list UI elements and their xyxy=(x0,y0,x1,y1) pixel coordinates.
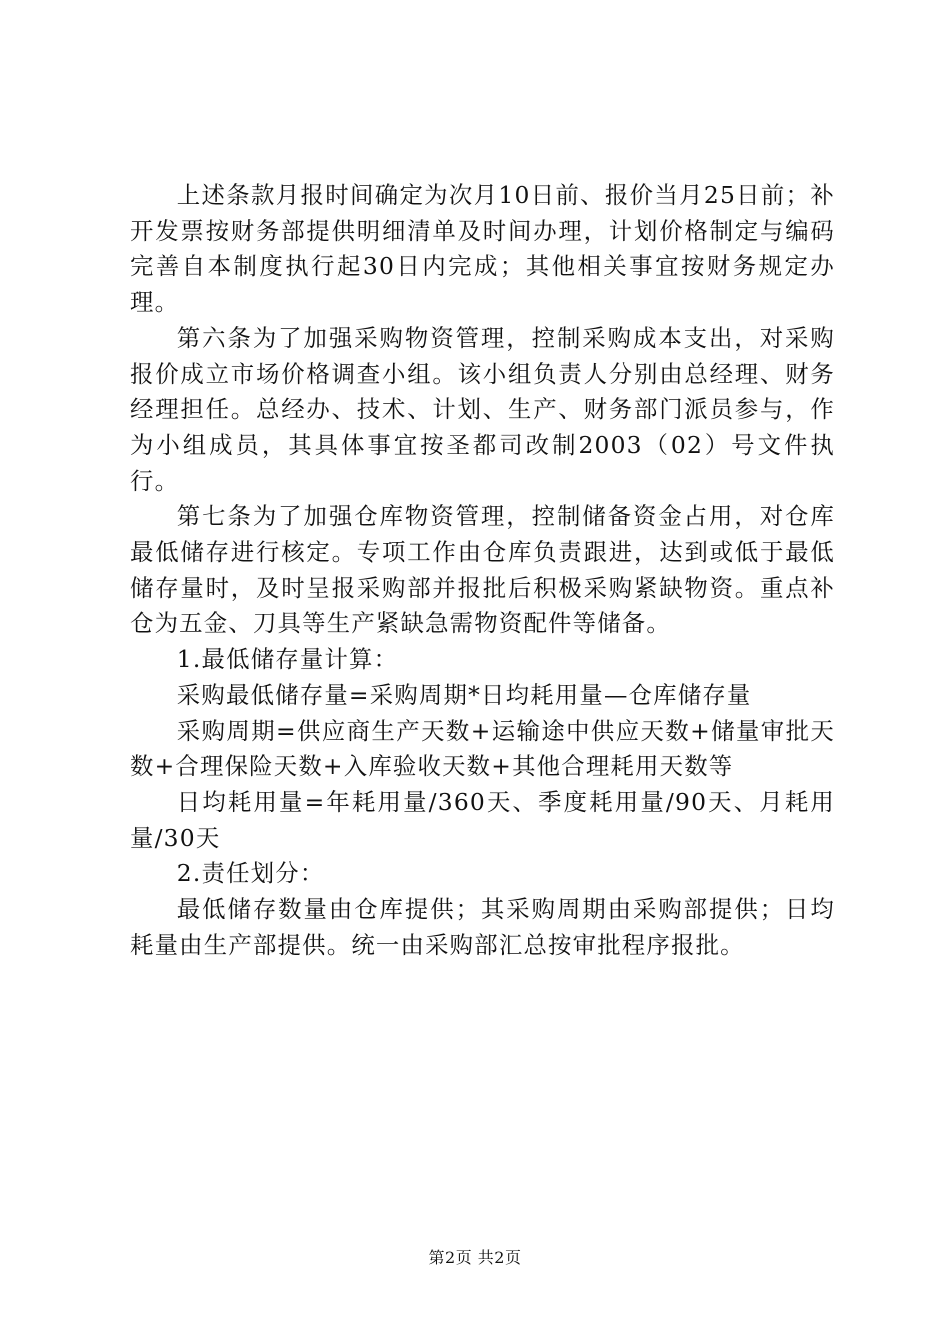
document-body xyxy=(130,178,835,963)
paragraph-article-seven: 第七条为了加强仓库物资管理，控制储备资金占用，对仓库最低储存进行核定。专项工作由仓库负责跟进，达到或低于最低储存量时，及时呈报采购部并报批后积极采购紧缺物资。重点补仓为五金、刀具等生产紧缺急需物资配件等储备。 xyxy=(130,502,835,638)
formula-minimum-storage: 采购最低储存量=采购周期*日均耗用量—仓库储存量 xyxy=(176,680,752,709)
paragraph-article-six: 第六条为了加强采购物资管理，控制采购成本支出，对采购报价成立市场价格调查小组。该小组负责人分别由总经理、财务经理担任。总经办、技术、计划、生产、财务部门派员参与，作为小组成员，其具体事宜按圣都司改制2003（02）号文件执行。 xyxy=(130,323,835,495)
page-footer: 第2页 共2页 xyxy=(428,1248,522,1267)
paragraph-reporting-deadlines: 上述条款月报时间确定为次月10日前、报价当月25日前；补开发票按财务部提供明细清单及时间办理，计划价格制定与编码完善自本制度执行起30日内完成；其他相关事宜按财务规定办理。 xyxy=(130,181,835,317)
formula-purchase-cycle: 采购周期=供应商生产天数+运输途中供应天数+储量审批天数+合理保险天数+入库验收天数+其他合理耗用天数等 xyxy=(130,716,835,781)
heading-responsibility-division: 2.责任划分： xyxy=(176,859,325,888)
heading-minimum-storage-calculation: 1.最低储存量计算： xyxy=(176,645,399,674)
paragraph-responsibility: 最低储存数量由仓库提供；其采购周期由采购部提供；日均耗量由生产部提供。统一由采购部汇总按审批程序报批。 xyxy=(130,895,835,959)
formula-daily-consumption: 日均耗用量=年耗用量/360天、季度耗用量/90天、月耗用量/30天 xyxy=(130,787,835,852)
